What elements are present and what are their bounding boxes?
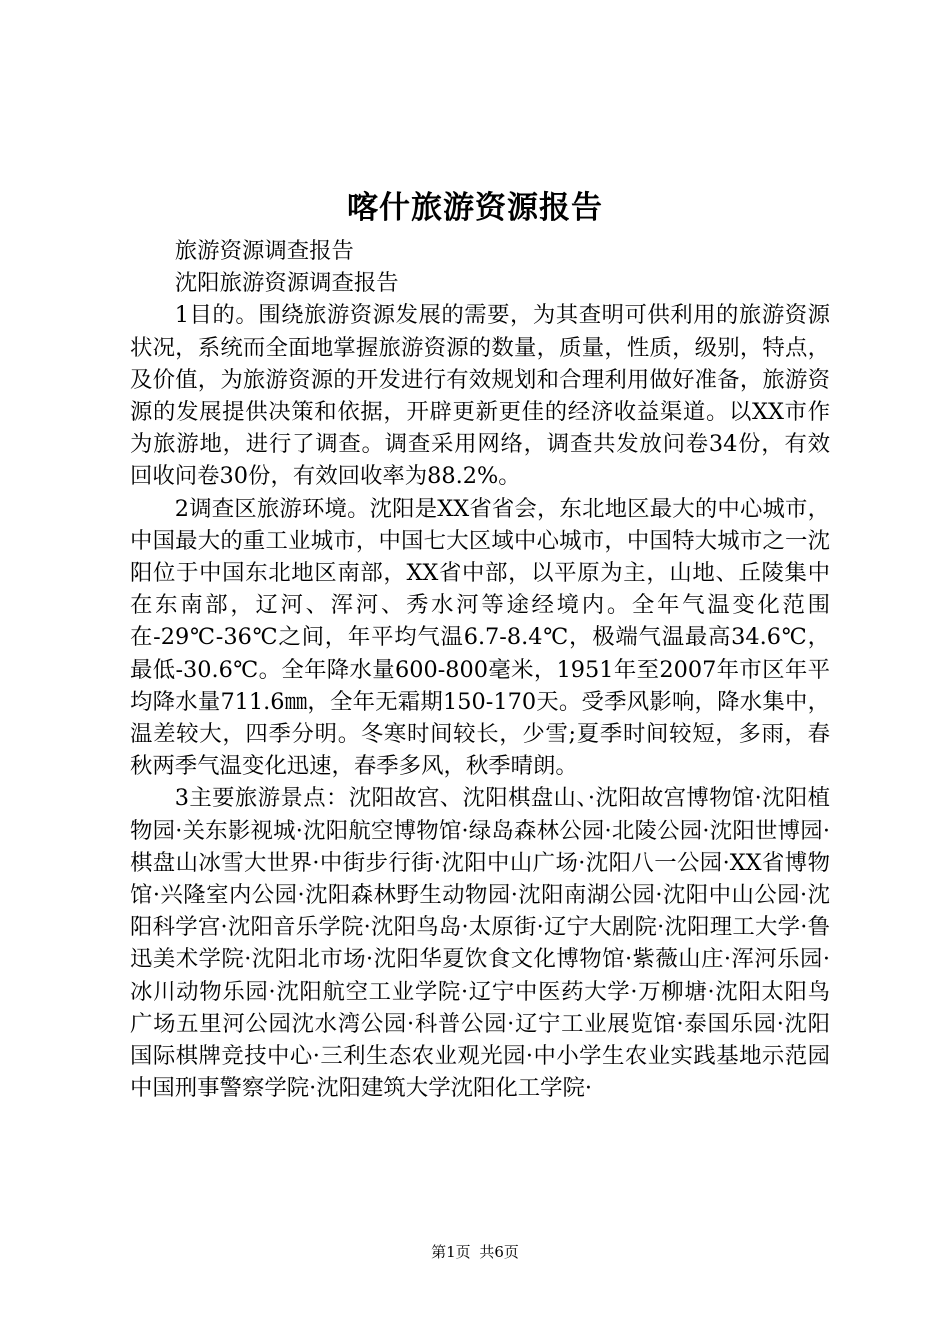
page-footer (0, 1242, 950, 1262)
paragraph-environment: 2调查区旅游环境。沈阳是XX省省会，东北地区最大的中心城市，中国最大的重工业城市，中国七大区域中心城市，中国特大城市之一沈阳位于中国东北地区南部，XX省中部，以平原为主，山地、丘陵集中在东南部，辽河、浑河、秀水河等途经境内。全年气温变化范围在-29℃-36℃之间，年平均气温6.7-8.4℃，极端气温最高34.6℃，最低-30.6℃。全年降水量600-800毫米，1951年至2007年市区年平均降水量711.6㎜，全年无霜期150-170天。受季风影响，降水集中，温差较大，四季分明。冬寒时间较长，少雪;夏季时间较短，多雨，春秋两季气温变化迅速，春季多风，秋季晴朗。 (130, 495, 830, 780)
paragraph-subtitle-1: 旅游资源调查报告 (174, 238, 354, 264)
paragraph-subtitle-2: 沈阳旅游资源调查报告 (174, 270, 399, 297)
page-number: 第1页 (431, 1243, 471, 1261)
document-title: 喀什旅游资源报告 (347, 190, 603, 226)
document-body (130, 235, 830, 1104)
paragraph-purpose: 1目的。围绕旅游资源发展的需要，为其查明可供利用的旅游资源状况，系统而全面地掌握旅游资源的数量，质量，性质，级别，特点，及价值，为旅游资源的开发进行有效规划和合理利用做好准备，旅游资源的发展提供决策和依据，开辟更新更佳的经济收益渠道。以XX市作为旅游地，进行了调查。调查采用网络，调查共发放问卷34份，有效回收问卷30份，有效回收率为88.2%。 (130, 302, 830, 490)
page-total: 共6页 (479, 1243, 519, 1261)
paragraph-attractions: 3主要旅游景点：沈阳故宫、沈阳棋盘山、·沈阳故宫博物馆·沈阳植物园·关东影视城·沈阳航空博物馆·绿岛森林公园·北陵公园·沈阳世博园·棋盘山冰雪大世界·中街步行街·沈阳中山广场·沈阳八一公园·XX省博物馆·兴隆室内公园·沈阳森林野生动物园·沈阳南湖公园·沈阳中山公园·沈阳科学宫·沈阳音乐学院·沈阳鸟岛·太原街·辽宁大剧院·沈阳理工大学·鲁迅美术学院·沈阳北市场·沈阳华夏饮食文化博物馆·紫薇山庄·浑河乐园·冰川动物乐园·沈阳航空工业学院·辽宁中医药大学·万柳塘·沈阳太阳鸟广场五里河公园沈水湾公园·科普公园·辽宁工业展览馆·泰国乐园·沈阳国际棋牌竞技中心·三利生态农业观光园·中小学生农业实践基地示范园中国刑事警察学院·沈阳建筑大学沈阳化工学院· (130, 785, 830, 1102)
